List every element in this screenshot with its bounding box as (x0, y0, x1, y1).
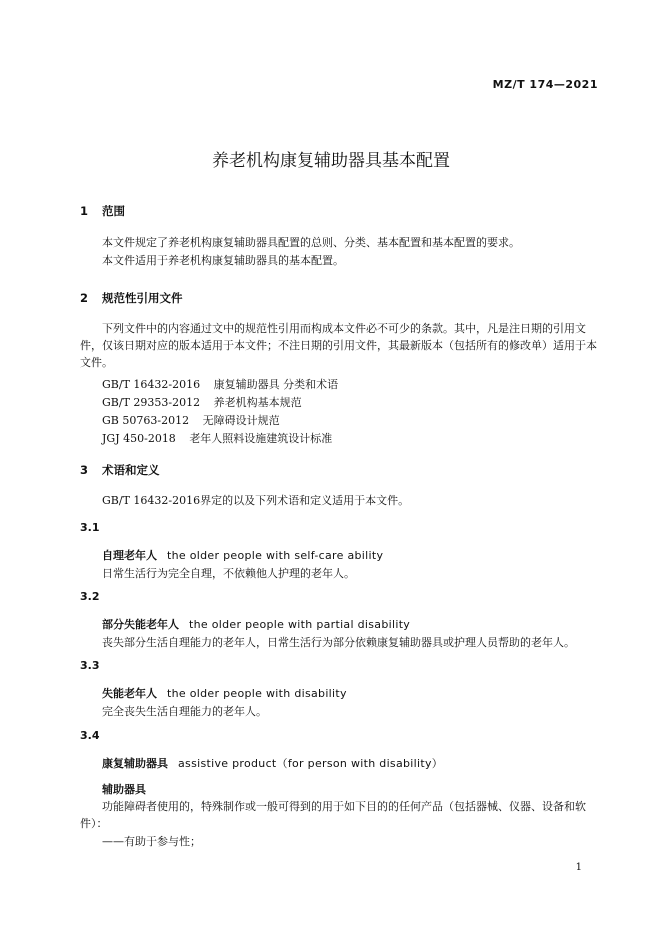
reference-name: 老年人照料设施建筑设计标准 (189, 432, 333, 445)
term-heading (102, 685, 347, 701)
term-heading (102, 616, 410, 632)
reference-item (102, 376, 338, 392)
term-heading (102, 755, 443, 771)
page-number: 1 (575, 862, 582, 873)
term-number: 3.2 (80, 590, 100, 603)
standard-code: MZ/T 174—2021 (492, 78, 598, 91)
term-en: the older people with partial disability (189, 618, 411, 631)
term-zh: 失能老年人 (102, 687, 157, 700)
document-title: 养老机构康复辅助器具基本配置 (212, 151, 450, 171)
term-zh: 康复辅助器具 (102, 757, 168, 770)
term-en: assistive product（for person with disability） (178, 757, 444, 770)
term-number: 3.1 (80, 521, 100, 534)
reference-name: 康复辅助器具 分类和术语 (213, 378, 339, 391)
reference-name: 养老机构基本规范 (213, 396, 302, 409)
term-number: 3.4 (80, 729, 100, 742)
section-2-heading (80, 290, 183, 306)
term-definition: 完全丧失生活自理能力的老年人。 (102, 705, 267, 718)
term-zh: 部分失能老年人 (102, 618, 179, 631)
reference-code: JGJ 450-2018 (102, 432, 176, 445)
term-definition: 功能障碍者使用的，特殊制作或一般可得到的用于如下目的的任何产品（包括器械、仪器、设备和软件）： (80, 800, 586, 830)
term-en: the older people with self-care ability (167, 549, 384, 562)
term-number: 3.3 (80, 659, 100, 672)
term-alternative: 辅助器具 (102, 783, 146, 796)
term-heading (102, 547, 383, 563)
section-2-number: 2 (80, 291, 89, 305)
reference-name: 无障碍设计规范 (202, 414, 280, 427)
term-list-item: ——有助于参与性； (102, 835, 201, 848)
section-2-intro: 下列文件中的内容通过文中的规范性引用而构成本文件必不可少的条款。其中，凡是注日期的引用文件，仅该日期对应的版本适用于本文件；不注日期的引用文件，其最新版本（包括所有的修改单）适用于本文件。 (80, 322, 597, 369)
section-1-number: 1 (80, 204, 89, 218)
section-1-para-1: 本文件规定了养老机构康复辅助器具配置的总则、分类、基本配置和基本配置的要求。 (102, 236, 520, 249)
reference-code: GB 50763-2012 (102, 414, 190, 427)
section-1-heading (80, 203, 125, 219)
term-definition: 丧失部分生活自理能力的老年人，日常生活行为部分依赖康复辅助器具或护理人员帮助的老年人。 (102, 636, 575, 649)
reference-item (102, 412, 280, 428)
reference-item (102, 430, 332, 446)
reference-code: GB/T 16432-2016 (102, 378, 201, 391)
section-3-heading (80, 462, 160, 478)
section-3-title: 术语和定义 (102, 463, 160, 477)
section-1-para-2: 本文件适用于养老机构康复辅助器具的基本配置。 (102, 254, 344, 267)
term-zh: 自理老年人 (102, 549, 157, 562)
term-definition: 日常生活行为完全自理，不依赖他人护理的老年人。 (102, 567, 355, 580)
section-3-number: 3 (80, 463, 89, 477)
reference-item (102, 394, 302, 410)
section-2-title: 规范性引用文件 (102, 291, 183, 305)
reference-code: GB/T 29353-2012 (102, 396, 201, 409)
section-3-intro: GB/T 16432-2016界定的以及下列术语和定义适用于本文件。 (102, 494, 410, 507)
term-en: the older people with disability (167, 687, 347, 700)
section-1-title: 范围 (102, 204, 126, 218)
